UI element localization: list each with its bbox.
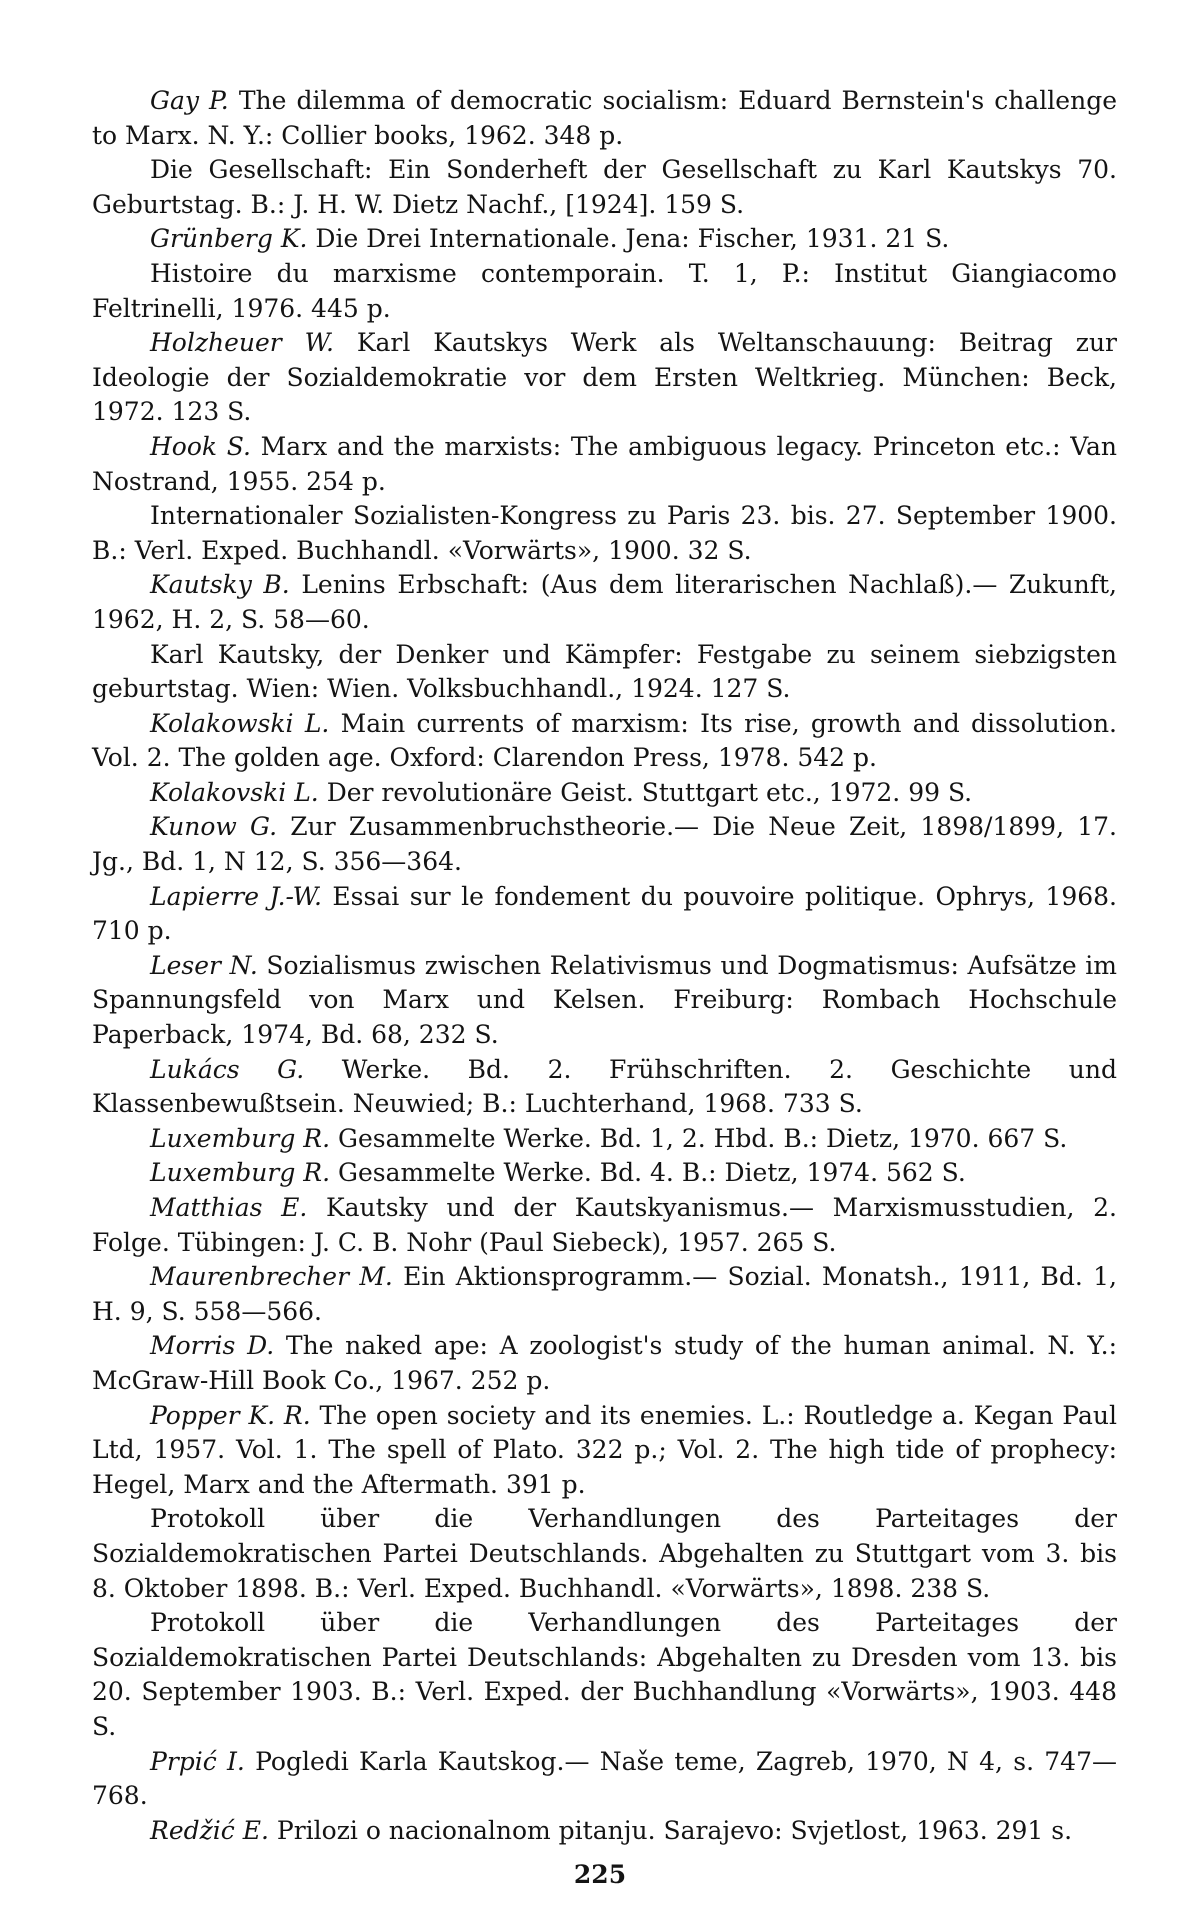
bibliography-entry [92,1122,1117,1157]
entry-text: Gesammelte Werke. Bd. 1, 2. Hbd. B.: Dietz, 1970. 667 S. [330,1123,1068,1153]
entry-author: Kunow G. [150,812,278,842]
entry-text: Der revolutionäre Geist. Stuttgart etc., 1972. 99 S. [318,777,973,807]
entry-text: Prilozi o nacionalnom pitanju. Sarajevo: Svjetlost, 1963. 291 s. [268,1815,1073,1845]
entry-author: Grünberg K. [150,224,308,254]
entry-text: The dilemma of democratic socialism: Eduard Bernstein's challenge to Marx. N. Y.: Collier books, 1962. 348 p. [92,86,1117,150]
bibliography-entry [92,1745,1117,1814]
bibliography-entry [92,499,1117,568]
entry-text: Internationaler Sozialisten-Kongress zu Paris 23. bis. 27. September 1900. B.: Verl. Exped. Buchhandl. «Vorwärts», 1900. 32 S. [92,501,1117,565]
bibliography-entry [92,568,1117,637]
entry-author: Maurenbrecher M. [150,1262,393,1292]
bibliography-entry [92,257,1117,326]
entry-text: Die Drei Internationale. Jena: Fischer, 1931. 21 S. [307,224,950,254]
bibliography-entry [92,638,1117,707]
entry-author: Redžić E. [150,1815,269,1845]
entry-text: Karl Kautskys Werk als Weltanschauung: Beitrag zur Ideologie der Sozialdemokratie vor dem Ersten Weltkrieg. München: Beck, 1972. 123 S. [92,328,1117,427]
entry-author: Matthias E. [150,1193,308,1222]
bibliography-list [92,84,1117,1848]
entry-text: Protokoll über die Verhandlungen des Parteitages der Sozialdemokratischen Partei Deutschlands: Abgehalten zu Dresden vom 13. bis 20. September 1903. B.: Verl. Exped. der Buchhandlung «Vorwärts», 1903. 448 S. [92,1608,1117,1741]
entry-text: The open society and its enemies. L.: Routledge a. Kegan Paul Ltd, 1957. Vol. 1. The spell of Plato. 322 p.; Vol. 2. The high tide of prophecy: Hegel, Marx and the Aftermath. 391 p. [92,1400,1117,1499]
entry-text: Kautsky und der Kautskyanismus.— Marxismusstudien, 2. Folge. Tübingen: J. C. B. Nohr (Paul Siebeck), 1957. 265 S. [92,1193,1117,1257]
bibliography-entry [92,1191,1117,1260]
entry-text: Sozialismus zwischen Relativismus und Dogmatismus: Aufsätze im Spannungsfeld von Marx und Kelsen. Freiburg: Rombach Hochschule Paperback, 1974, Bd. 68, 232 S. [92,950,1117,1050]
entry-text: Werke. Bd. 2. Frühschriften. 2. Geschichte und Klassenbewußtsein. Neuwied; B.: Luchterhand, 1968. 733 S. [92,1054,1117,1119]
entry-text: Marx and the marxists: The ambiguous legacy. Princeton etc.: Van Nostrand, 1955. 254 p. [92,431,1117,496]
entry-text: Die Gesellschaft: Ein Sonderheft der Gesellschaft zu Karl Kautskys 70. Geburtstag. B.: J. H. W. Dietz Nachf., [1924]. 159 S. [92,155,1117,219]
entry-text: Main currents of marxism: Its rise, growth and dissolution. Vol. 2. The golden age. Oxford: Clarendon Press, 1978. 542 p. [92,708,1118,773]
bibliography-entry [92,326,1117,430]
bibliography-entry [92,1814,1117,1849]
entry-author: Kautsky B. [150,570,290,600]
bibliography-entry [92,1053,1117,1122]
entry-author: Prpić I. [150,1746,245,1776]
bibliography-entry [92,430,1117,499]
entry-text: Pogledi Karla Kautskog.— Naše teme, Zagreb, 1970, N 4, s. 747—768. [92,1746,1117,1811]
bibliography-entry [92,949,1117,1053]
entry-author: Luxemburg R. [150,1158,331,1188]
entry-text: Essai sur le fondement du pouvoire politique. Ophrys, 1968. 710 p. [92,881,1117,946]
bibliography-entry [92,776,1117,811]
entry-author: Luxemburg R. [150,1123,331,1153]
page-number: 225 [573,1860,627,1889]
entry-author: Morris D. [150,1331,275,1361]
bibliography-entry [92,880,1117,949]
entry-text: Histoire du marxisme contemporain. T. 1, P.: Institut Giangiacomo Feltrinelli, 1976. 445 p. [92,258,1117,323]
entry-text: Zur Zusammenbruchstheorie.— Die Neue Zeit, 1898/1899, 17. Jg., Bd. 1, N 12, S. 356—364. [92,812,1117,877]
bibliography-entry [92,1260,1117,1329]
entry-author: Leser N. [150,950,258,980]
entry-text: Lenins Erbschaft: (Aus dem literarischen Nachlaß).— Zukunft, 1962, H. 2, S. 58—60. [92,570,1117,634]
bibliography-entry [92,1606,1117,1744]
bibliography-entry [92,153,1117,222]
bibliography-entry [92,1502,1117,1606]
bibliography-entry [92,1329,1117,1398]
entry-author: Gay P. [150,86,229,115]
bibliography-entry [92,810,1117,879]
entry-text: Gesammelte Werke. Bd. 4. B.: Dietz, 1974. 562 S. [330,1158,966,1188]
entry-author: Holzheuer W. [150,328,334,358]
entry-author: Kolakowski L. [150,708,330,738]
entry-author: Hook S. [150,431,251,461]
entry-author: Lukács G. [150,1054,305,1084]
bibliography-entry [92,707,1117,776]
entry-text: Protokoll über die Verhandlungen des Parteitages der Sozialdemokratischen Partei Deutschlands. Abgehalten zu Stuttgart vom 3. bis 8. Oktober 1898. B.: Verl. Exped. Buchhandl. «Vorwärts», 1898. 238 S. [92,1504,1117,1603]
entry-text: The naked ape: A zoologist's study of the human animal. N. Y.: McGraw-Hill Book Co., 1967. 252 p. [92,1331,1117,1395]
entry-author: Kolakovski L. [150,777,319,807]
entry-author: Lapierre J.-W. [150,881,322,911]
bibliography-entry [92,222,1117,257]
entry-text: Karl Kautsky, der Denker und Kämpfer: Festgabe zu seinem siebzigsten geburtstag. Wien: Wien. Volksbuchhandl., 1924. 127 S. [92,639,1117,704]
bibliography-entry [92,1156,1117,1191]
entry-text: Ein Aktionsprogramm.— Sozial. Monatsh., 1911, Bd. 1, H. 9, S. 558—566. [92,1262,1118,1326]
bibliography-entry [92,84,1117,153]
entry-author: Popper K. R. [150,1400,311,1430]
bibliography-entry [92,1399,1117,1503]
